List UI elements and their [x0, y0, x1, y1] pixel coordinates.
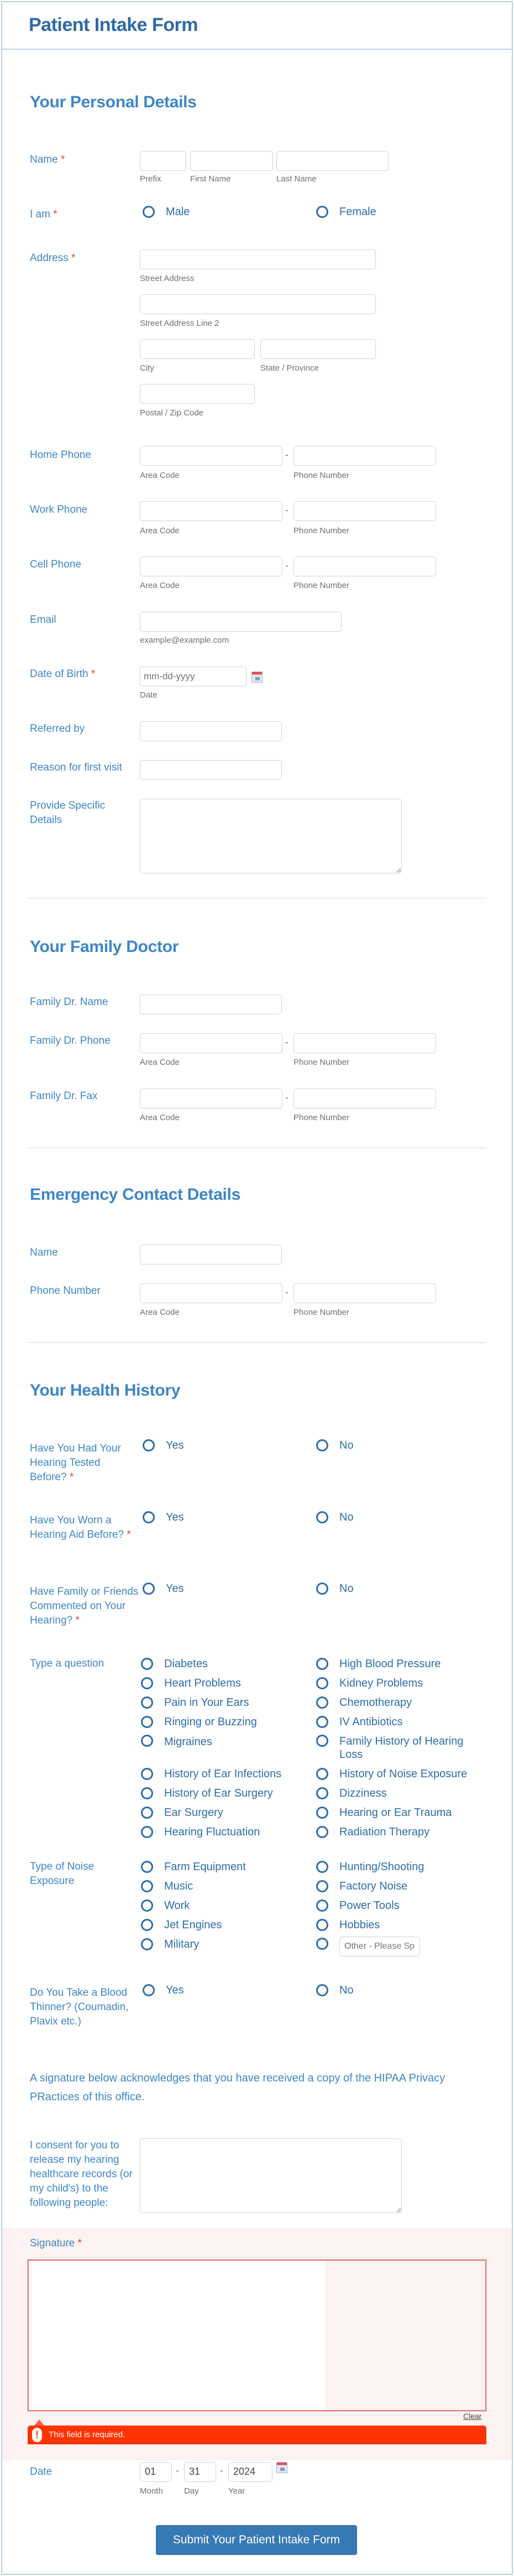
dob-input[interactable]: [140, 667, 246, 686]
family-commented-label: Have Family or Friends Commented on Your Hearing? *: [30, 1586, 139, 1626]
radio-circle-icon[interactable]: [316, 1511, 328, 1523]
area-code-sublabel: Area Code: [140, 1113, 180, 1122]
section-title-health: Your Health History: [30, 1381, 181, 1399]
noise-left-column: [141, 1857, 301, 1954]
month-sublabel: Month: [140, 2486, 163, 2496]
doctor-name-input[interactable]: [140, 995, 282, 1014]
radio-circle-icon[interactable]: [143, 1583, 155, 1595]
radio-circle-icon[interactable]: [141, 1787, 153, 1799]
street-address-line2-sublabel: Street Address Line 2: [140, 319, 219, 328]
phone-number-sublabel: Phone Number: [293, 471, 349, 480]
last-name-sublabel: Last Name: [276, 174, 317, 184]
radio-circle-icon[interactable]: [316, 1880, 328, 1892]
required-marker: *: [60, 154, 65, 165]
emergency-name-input[interactable]: [140, 1245, 282, 1264]
dob-sublabel: Date: [140, 690, 158, 700]
area-code-sublabel: Area Code: [140, 1308, 180, 1317]
radio-circle-icon[interactable]: [316, 1768, 328, 1780]
radio-circle-icon[interactable]: [141, 1880, 153, 1892]
section-divider: [28, 898, 486, 899]
referred-by-label: Referred by: [30, 723, 85, 735]
section-title-emergency: Emergency Contact Details: [30, 1185, 240, 1204]
condition-option[interactable]: Family History of Hearing Loss: [316, 1731, 493, 1764]
calendar-icon[interactable]: [251, 672, 263, 683]
city-input[interactable]: [140, 339, 255, 359]
radio-circle-icon[interactable]: [141, 1807, 153, 1819]
conditions-label: Type a question: [30, 1658, 104, 1669]
condition-option[interactable]: Heart Problems: [141, 1673, 301, 1693]
radio-circle-icon[interactable]: [316, 1658, 328, 1670]
radio-circle-icon[interactable]: [316, 1807, 328, 1819]
doctor-phone-area-input[interactable]: [140, 1033, 282, 1053]
first-name-input[interactable]: [190, 151, 273, 171]
radio-circle-icon[interactable]: [141, 1696, 153, 1709]
condition-option[interactable]: History of Ear Infections: [141, 1764, 301, 1783]
hearing-aid-label: Have You Worn a Hearing Aid Before? *: [30, 1515, 131, 1541]
emergency-phone-label: Phone Number: [30, 1285, 101, 1297]
radio-circle-icon[interactable]: [143, 1511, 155, 1523]
radio-circle-icon[interactable]: [141, 1735, 153, 1747]
work-phone-area-input[interactable]: [140, 501, 282, 521]
radio-circle-icon[interactable]: [141, 1919, 153, 1931]
reason-label: Reason for first visit: [30, 762, 122, 773]
noise-option[interactable]: Hunting/Shooting: [316, 1857, 493, 1876]
signature-clear-link[interactable]: Clear: [463, 2412, 482, 2421]
noise-exposure-label: Type of Noise Exposure: [30, 1861, 95, 1887]
phone-number-sublabel: Phone Number: [293, 1308, 349, 1317]
area-code-sublabel: Area Code: [140, 1058, 180, 1067]
condition-option[interactable]: Pain in Your Ears: [141, 1693, 301, 1712]
radio-circle-icon[interactable]: [141, 1861, 153, 1873]
name-label: Name *: [30, 154, 65, 165]
email-sublabel: example@example.com: [140, 636, 229, 645]
date-day-input[interactable]: 31: [184, 2462, 216, 2482]
radio-circle-icon[interactable]: [141, 1938, 153, 1950]
postal-code-input[interactable]: [140, 384, 255, 404]
noise-option[interactable]: Music: [141, 1876, 301, 1896]
gender-label: I am *: [30, 209, 57, 220]
city-sublabel: City: [140, 363, 154, 373]
cell-phone-area-input[interactable]: [140, 556, 282, 576]
phone-separator: -: [285, 1037, 289, 1048]
condition-option[interactable]: High Blood Pressure: [316, 1654, 493, 1673]
conditions-left-column: [141, 1654, 301, 1841]
radio-circle-icon[interactable]: [141, 1716, 153, 1728]
condition-option[interactable]: Hearing Fluctuation: [141, 1822, 301, 1841]
home-phone-label: Home Phone: [30, 449, 91, 461]
radio-circle-icon[interactable]: [316, 1583, 328, 1595]
signature-error-message: ! This field is required.: [28, 2426, 486, 2444]
doctor-fax-number-input[interactable]: [293, 1089, 436, 1109]
hearing-aid-yes-radio[interactable]: Yes: [143, 1510, 184, 1524]
phone-separator: -: [285, 1092, 289, 1103]
section-title-doctor: Your Family Doctor: [30, 938, 179, 956]
radio-circle-icon[interactable]: [316, 1677, 328, 1689]
condition-option[interactable]: Dizziness: [316, 1783, 493, 1803]
noise-option[interactable]: Factory Noise: [316, 1876, 493, 1896]
radio-circle-icon[interactable]: [316, 1696, 328, 1709]
street-address-sublabel: Street Address: [140, 274, 195, 283]
radio-circle-icon[interactable]: [143, 1984, 155, 1996]
radio-circle-icon[interactable]: [316, 1439, 328, 1451]
doctor-fax-label: Family Dr. Fax: [30, 1090, 98, 1102]
hipaa-acknowledgement-text: A signature below acknowledges that you have received a copy of the HIPAA Privacy PRactices of this office.: [30, 2072, 445, 2103]
radio-male[interactable]: Male: [143, 205, 190, 219]
blood-thinner-no-radio[interactable]: No: [316, 1983, 354, 1997]
area-code-sublabel: Area Code: [140, 581, 180, 590]
blood-thinner-label: Do You Take a Blood Thinner? (Coumadin, Plavix etc.): [30, 1987, 129, 2027]
section-title-personal: Your Personal Details: [30, 93, 197, 111]
radio-circle-icon[interactable]: [141, 1900, 153, 1912]
submit-button[interactable]: Submit Your Patient Intake Form: [156, 2525, 357, 2555]
radio-female[interactable]: Female: [316, 205, 376, 219]
phone-number-sublabel: Phone Number: [293, 581, 349, 590]
radio-circle-icon[interactable]: [316, 1861, 328, 1873]
conditions-right-column: [316, 1654, 493, 1841]
date-separator: -: [176, 2465, 179, 2476]
release-consent-textarea[interactable]: [140, 2138, 402, 2213]
emergency-name-label: Name: [30, 1247, 58, 1258]
state-input[interactable]: [260, 339, 376, 359]
hearing-tested-no-radio[interactable]: No: [316, 1438, 354, 1453]
release-consent-label: I consent for you to release my hearing healthcare records (or my child's) to the following people:: [30, 2140, 133, 2209]
signature-pad[interactable]: [28, 2260, 486, 2411]
noise-option[interactable]: Hobbies: [316, 1915, 493, 1934]
calendar-icon[interactable]: [276, 2462, 287, 2473]
date-label: Date: [30, 2466, 53, 2478]
condition-option[interactable]: History of Ear Surgery: [141, 1783, 301, 1803]
condition-option[interactable]: Ringing or Buzzing: [141, 1712, 301, 1731]
condition-option[interactable]: Migraines: [141, 1731, 301, 1764]
other-noise-input[interactable]: [339, 1937, 420, 1956]
date-month-input[interactable]: 01: [140, 2462, 172, 2482]
phone-separator: -: [285, 1287, 289, 1298]
details-textarea[interactable]: [140, 799, 402, 873]
family-commented-yes-radio[interactable]: Yes: [143, 1581, 184, 1596]
street-address-line2-input[interactable]: [140, 294, 376, 314]
radio-circle-icon[interactable]: [316, 1919, 328, 1931]
address-label: Address *: [30, 252, 76, 264]
blood-thinner-yes-radio[interactable]: Yes: [143, 1983, 184, 1997]
work-phone-label: Work Phone: [30, 504, 88, 516]
section-divider: [28, 1147, 486, 1148]
first-name-sublabel: First Name: [190, 174, 231, 184]
radio-circle-icon[interactable]: [316, 1787, 328, 1799]
noise-right-column: [316, 1857, 493, 1956]
radio-circle-icon[interactable]: [316, 1984, 328, 1996]
home-phone-area-input[interactable]: [140, 446, 282, 466]
phone-separator: -: [285, 449, 289, 460]
condition-option[interactable]: Diabetes: [141, 1654, 301, 1673]
condition-option[interactable]: Kidney Problems: [316, 1673, 493, 1693]
area-code-sublabel: Area Code: [140, 526, 180, 535]
radio-circle-icon[interactable]: [316, 1826, 328, 1838]
emergency-phone-number-input[interactable]: [293, 1283, 436, 1303]
radio-circle-icon[interactable]: [141, 1826, 153, 1838]
hearing-tested-yes-radio[interactable]: Yes: [143, 1438, 184, 1453]
cell-phone-label: Cell Phone: [30, 559, 81, 570]
email-input[interactable]: [140, 612, 342, 632]
state-sublabel: State / Province: [260, 363, 319, 373]
radio-circle-icon[interactable]: [141, 1677, 153, 1689]
noise-option[interactable]: Jet Engines: [141, 1915, 301, 1934]
hearing-aid-no-radio[interactable]: No: [316, 1510, 354, 1524]
hearing-tested-label: Have You Had Your Hearing Tested Before? *: [30, 1443, 121, 1483]
condition-option[interactable]: Radiation Therapy: [316, 1822, 493, 1841]
details-label: Provide Specific Details: [30, 800, 106, 826]
radio-circle-icon[interactable]: [316, 206, 328, 218]
noise-option[interactable]: Military: [141, 1934, 301, 1954]
dob-label: Date of Birth *: [30, 668, 96, 680]
condition-option[interactable]: History of Noise Exposure: [316, 1764, 493, 1783]
condition-option[interactable]: Hearing or Ear Trauma: [316, 1803, 493, 1822]
phone-number-sublabel: Phone Number: [293, 526, 349, 535]
referred-by-input[interactable]: [140, 721, 282, 741]
year-sublabel: Year: [228, 2486, 245, 2496]
family-commented-no-radio[interactable]: No: [316, 1581, 354, 1596]
date-year-input[interactable]: 2024: [228, 2462, 272, 2482]
condition-option[interactable]: Chemotherapy: [316, 1693, 493, 1712]
doctor-phone-number-input[interactable]: [293, 1033, 436, 1053]
emergency-phone-area-input[interactable]: [140, 1283, 282, 1303]
postal-code-sublabel: Postal / Zip Code: [140, 408, 204, 418]
cell-phone-number-input[interactable]: [293, 556, 436, 576]
form-header: [1, 1, 513, 50]
radio-circle-icon[interactable]: [316, 1716, 328, 1728]
phone-separator: -: [285, 560, 289, 571]
signature-label: Signature *: [30, 2237, 82, 2249]
phone-separator: -: [285, 504, 289, 516]
date-separator: -: [220, 2465, 223, 2476]
form-title: Patient Intake Form: [29, 14, 198, 35]
noise-option[interactable]: Work: [141, 1896, 301, 1915]
radio-circle-icon[interactable]: [141, 1768, 153, 1780]
error-pointer: [34, 2419, 44, 2426]
radio-circle-icon[interactable]: [141, 1658, 153, 1670]
condition-option[interactable]: IV Antibiotics: [316, 1712, 493, 1731]
phone-number-sublabel: Phone Number: [293, 1058, 349, 1067]
work-phone-number-input[interactable]: [293, 501, 436, 521]
radio-circle-icon[interactable]: [316, 1900, 328, 1912]
radio-circle-icon[interactable]: [316, 1735, 328, 1747]
reason-input[interactable]: [140, 760, 282, 780]
condition-option[interactable]: Ear Surgery: [141, 1803, 301, 1822]
phone-number-sublabel: Phone Number: [293, 1113, 349, 1122]
doctor-name-label: Family Dr. Name: [30, 996, 108, 1008]
prefix-sublabel: Prefix: [140, 174, 161, 184]
radio-circle-icon[interactable]: [316, 1938, 328, 1950]
error-exclamation-icon: !: [32, 2428, 42, 2442]
day-sublabel: Day: [184, 2486, 199, 2496]
name-prefix-input[interactable]: [140, 151, 186, 171]
doctor-phone-label: Family Dr. Phone: [30, 1035, 111, 1047]
home-phone-number-input[interactable]: [293, 446, 436, 466]
area-code-sublabel: Area Code: [140, 471, 180, 480]
noise-option[interactable]: Farm Equipment: [141, 1857, 301, 1876]
email-label: Email: [30, 614, 56, 626]
noise-option-other[interactable]: [316, 1934, 493, 1956]
doctor-fax-area-input[interactable]: [140, 1089, 282, 1109]
noise-option[interactable]: Power Tools: [316, 1896, 493, 1915]
radio-circle-icon[interactable]: [143, 206, 155, 218]
street-address-input[interactable]: [140, 249, 376, 269]
section-divider: [28, 1342, 486, 1343]
radio-circle-icon[interactable]: [143, 1439, 155, 1451]
last-name-input[interactable]: [276, 151, 389, 171]
